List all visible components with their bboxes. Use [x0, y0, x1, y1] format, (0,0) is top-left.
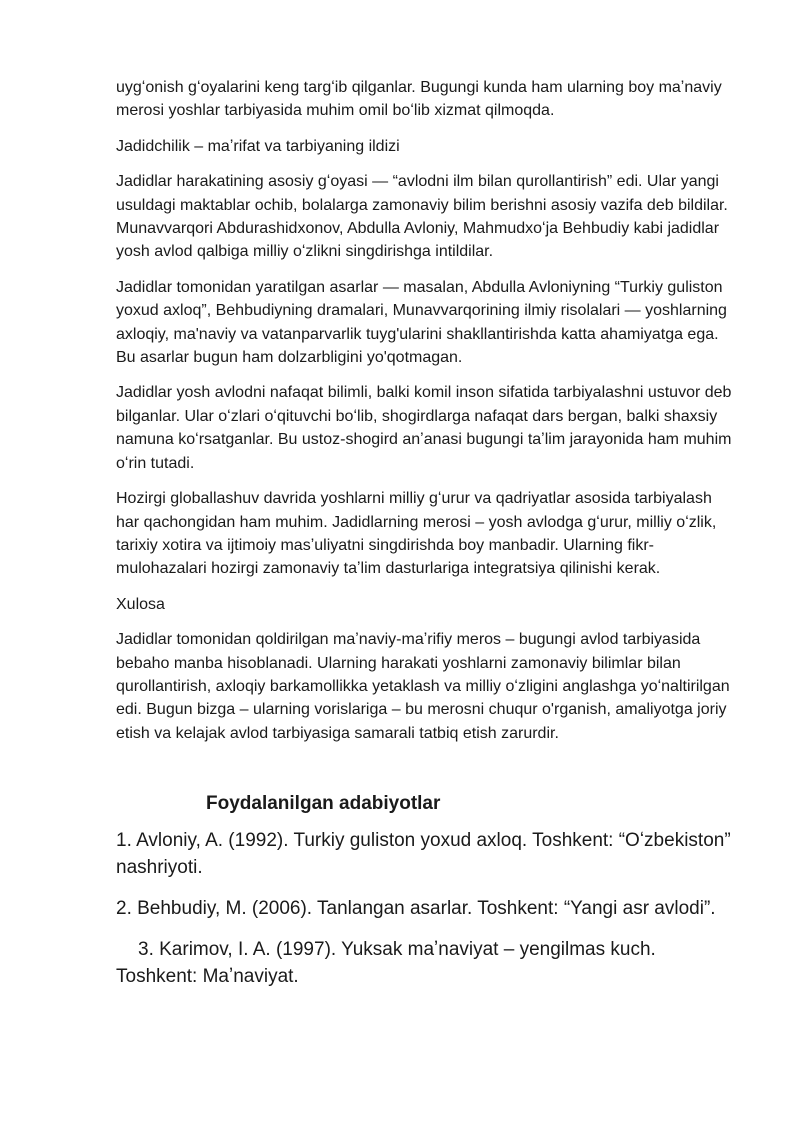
paragraph-works: Jadidlar tomonidan yaratilgan asarlar — masalan, Abdulla Avloniyning “Turkiy guliston yoxud axloq”, Behbudiyning dramalari, Munavvarqorining ilmiy risolalari — yoshlarning axloqiy, ma'naviy va vatanparvarlik tuyg'ularini shakllantirishda katta ahamiyatga ega. Bu asarlar bugun ham dolzarbligini yo'qotmagan.	[116, 278, 727, 367]
paragraph-intro: uygʻonish gʻoyalarini keng targʻib qilganlar. Bugungi kunda ham ularning boy maʼnaviy merosi yoshlar tarbiyasida muhim omil boʻlib xizmat qilmoqda.	[116, 79, 722, 120]
section-heading-jadidchilik: Jadidchilik – maʼrifat va tarbiyaning ildizi	[116, 137, 400, 155]
paragraph-main-idea: Jadidlar harakatining asosiy gʻoyasi — “avlodni ilm bilan qurollantirish” edi. Ular yangi usuldagi maktablar ochib, bolalarga zamonaviy bilim berishni asosiy vazifa deb bildilar. Munavvarqori Abdurashidxonov, Abdulla Avloniy, Mahmudxoʻja Behbudiy kabi jadidlar yosh avlod qalbiga milliy oʻzlikni singdirishga intildilar.	[116, 173, 728, 261]
bibliography-item-2: 2. Behbudiy, M. (2006). Tanlangan asarlar. Toshkent: “Yangi asr avlodi”.	[116, 898, 716, 920]
bibliography-title: Foydalanilgan adabiyotlar	[206, 793, 441, 815]
section-heading-xulosa: Xulosa	[116, 595, 165, 613]
paragraph-education: Jadidlar yosh avlodni nafaqat bilimli, balki komil inson sifatida tarbiyalashni ustuvor deb bilganlar. Ular oʻzlari oʻqituvchi boʻlib, shogirdlarga nafaqat dars bergan, balki shaxsiy namuna koʻrsatganlar. Bu ustoz-shogird anʼanasi bugungi taʼlim jarayonida ham muhim oʻrin tutadi.	[116, 384, 732, 472]
document-page	[116, 76, 736, 1004]
paragraph-conclusion: Jadidlar tomonidan qoldirilgan maʼnaviy-maʼrifiy meros – bugungi avlod tarbiyasida bebaho manba hisoblanadi. Ularning harakati yoshlarni zamonaviy bilimlar bilan qurollantirish, axloqiy barkamollikka yetaklash va milliy oʻzligini anglashga yoʻnaltirilgan edi. Bugun bizga – ularning vorislariga – bu merosni chuqur o'rganish, amaliyotga joriy etish va kelajak avlod tarbiyasiga samarali tatbiq etish zarurdir.	[116, 631, 730, 742]
paragraph-globalization: Hozirgi globallashuv davrida yoshlarni milliy gʻurur va qadriyatlar asosida tarbiyalash har qachongidan ham muhim. Jadidlarning merosi – yosh avlodga gʻurur, milliy oʻzlik, tarixiy xotira va ijtimoiy masʼuliyatni singdirishda boy manbadir. Ularning fikr-mulohazalari hozirgi zamonaviy taʼlim dasturlariga integratsiya qilinishi kerak.	[116, 490, 717, 578]
bibliography-item-3: 3. Karimov, I. A. (1997). Yuksak maʼnaviyat – yengilmas kuch. Toshkent: Maʼnaviyat.	[116, 939, 656, 988]
bibliography-item-1: 1. Avloniy, A. (1992). Turkiy guliston yoxud axloq. Toshkent: “Oʻzbekiston” nashriyoti.	[116, 830, 731, 879]
